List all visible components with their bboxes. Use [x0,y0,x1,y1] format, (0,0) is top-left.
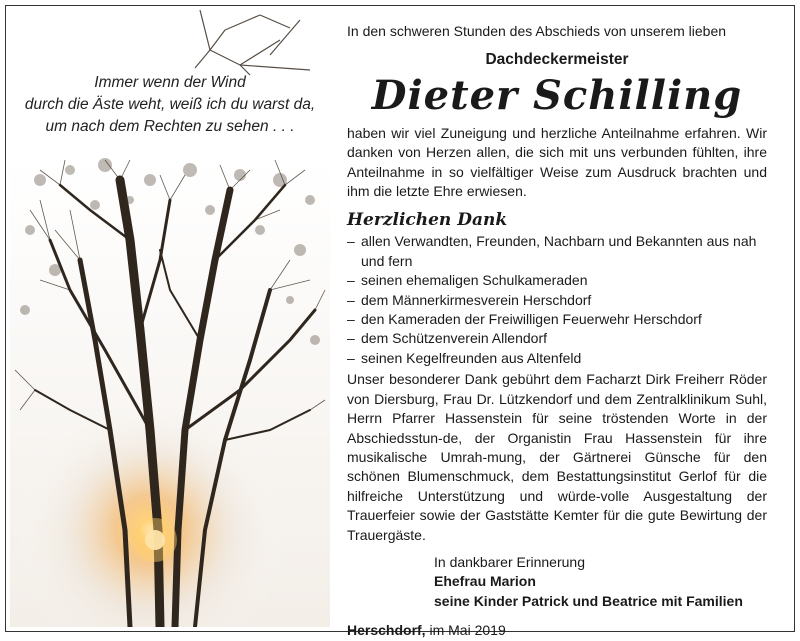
thanks-list [347,232,767,368]
list-item: – den Kameraden der Freiwilligen Feuerwehr Herschdorf [347,310,767,329]
poem-line: Immer wenn der Wind [94,74,246,91]
obituary-text [347,22,767,641]
thanks-heading: Herzlichen Dank [347,210,508,231]
poem-line: um nach dem Rechten zu sehen . . . [45,118,295,135]
list-item: – seinen ehemaligen Schulkameraden [347,271,767,290]
list-item: – dem Männerkirmesverein Herschdorf [347,291,767,310]
poem [10,72,330,138]
place-town: Herschdorf, [347,622,426,639]
signature-children: seine Kinder Patrick und Beatrice mit Familien [434,592,743,609]
deceased-name: Dieter Schilling [371,71,743,119]
tree-photo [10,10,330,627]
list-item: – allen Verwandten, Freunden, Nachbarn und Bekannten aus nah und fern [347,232,767,271]
paragraph-thanks: haben wir viel Zuneigung und herzliche Anteilnahme erfahren. Wir danken von Herzen allen, die sich mit uns verbunden fühlten, ihre Anteilnahme in so vielfältiger Weise zum Ausdruck brachten und ihm die letzte Ehre erwiesen. [347,124,767,200]
signature-line: In dankbarer Erinnerung [434,553,585,570]
poem-line: durch die Äste weht, weiß ich du warst da, [24,96,316,113]
signature-wife: Ehefrau Marion [434,573,536,590]
list-item: – seinen Kegelfreunden aus Altenfeld [347,349,767,368]
intro-text: In den schweren Stunden des Abschieds von unserem lieben [347,23,727,39]
signature [434,553,767,611]
place-date-text: im Mai 2019 [429,622,506,639]
list-item: – dem Schützenverein Allendorf [347,329,767,348]
paragraph-special-thanks: Unser besonderer Dank gebührt dem Facharzt Dirk Freiherr Röder von Diersburg, Frau Dr. Lützkendorf und dem Zentralklinikum Suhl, Herrn Pfarrer Hassenstein für seine tröstenden Worte in der Abschiedsstun-de, der Organistin Frau Hassenstein für ihre musikalische Umrah-mung, der Gärtnerei Günsche für den schönen Blumenschmuck, dem Bestattungsinstitut Gerlof für die hilfreiche Unterstützung und würde-volle Ausgestaltung der Trauerfeier sowie der Gaststätte Kemter für die gute Bewirtung der Trauergäste. [347,371,767,543]
profession: Dachdeckermeister [485,51,629,69]
place-date [347,621,767,640]
